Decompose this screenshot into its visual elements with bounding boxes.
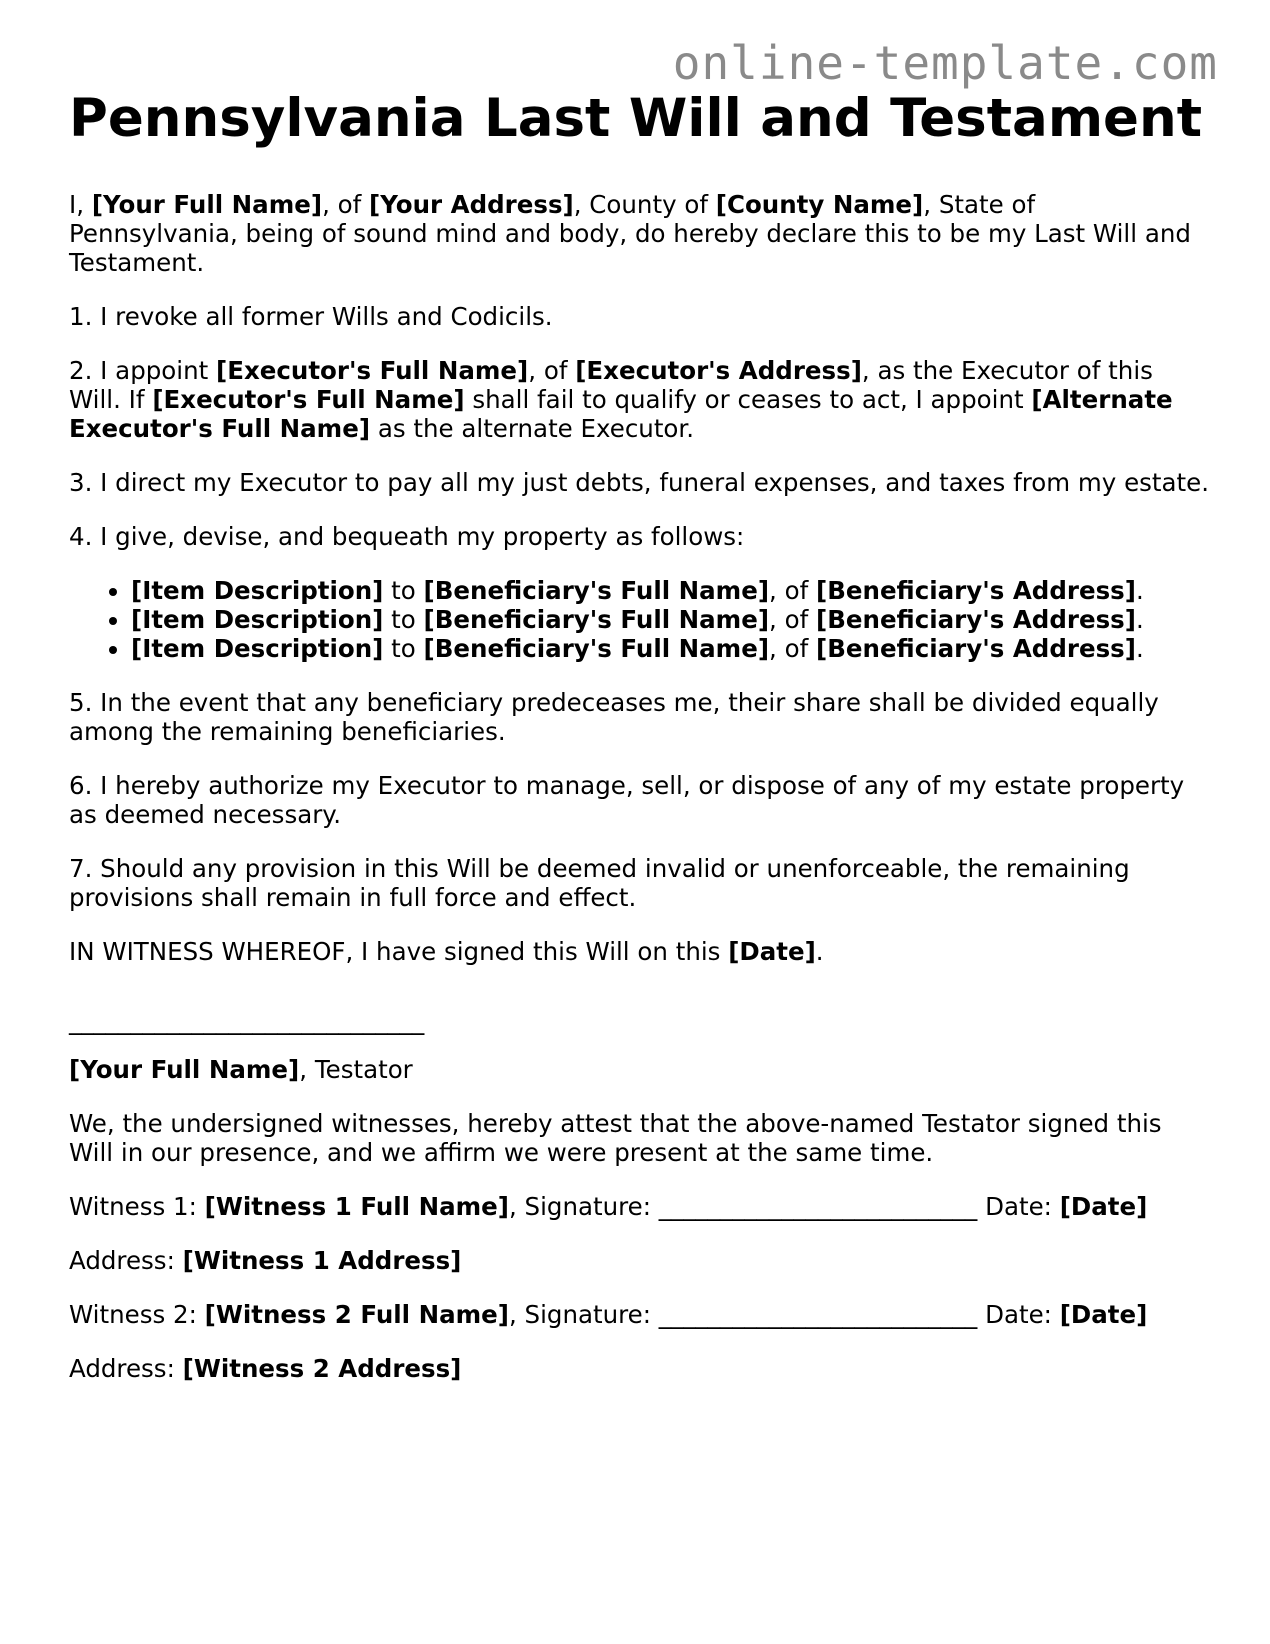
list-text: . xyxy=(1135,605,1144,634)
witness-1-address-line xyxy=(69,1246,1209,1275)
clause-text: , as the Executor of this Will. If xyxy=(69,356,1153,414)
page-title: Pennsylvania Last Will and Testament xyxy=(69,88,1203,149)
clause-3: 3. I direct my Executor to pay all my just debts, funeral expenses, and taxes from my estate. xyxy=(69,468,1209,497)
item-description-field: [Item Description] xyxy=(131,605,384,634)
list-item xyxy=(131,576,1209,605)
list-text: , of xyxy=(769,576,817,605)
intro-text: I, xyxy=(69,190,92,219)
document-page xyxy=(69,88,1209,1408)
witness-1-line xyxy=(69,1192,1209,1221)
beneficiary-address-field: [Beneficiary's Address] xyxy=(816,576,1136,605)
list-text: , of xyxy=(769,605,817,634)
witness-2-line xyxy=(69,1300,1209,1329)
beneficiary-name-field: [Beneficiary's Full Name] xyxy=(423,576,770,605)
watermark: online-template.com xyxy=(672,36,1218,90)
list-text: . xyxy=(1135,576,1144,605)
clause-4: 4. I give, devise, and bequeath my property as follows: xyxy=(69,522,745,551)
alternate-executor-field: [Alternate Executor's Full Name] xyxy=(69,385,1173,443)
witness-name-field: [Witness 2 Full Name] xyxy=(204,1300,509,1329)
list-item xyxy=(131,634,1209,663)
signature-label: , Signature: xyxy=(508,1300,659,1329)
clause-7: 7. Should any provision in this Will be deemed invalid or unenforceable, the remaining provisions shall remain in full force and effect. xyxy=(69,854,1130,912)
executor-name-field: [Executor's Full Name] xyxy=(152,385,465,414)
executor-address-field: [Executor's Address] xyxy=(575,356,862,385)
testator-role: , Testator xyxy=(299,1055,413,1084)
signature-blank: __________________________ xyxy=(658,1192,978,1221)
witness-date-field: [Date] xyxy=(1059,1192,1148,1221)
witness-whereof xyxy=(69,937,1209,966)
clause-text: shall fail to qualify or ceases to act, I appoint xyxy=(464,385,1032,414)
item-description-field: [Item Description] xyxy=(131,576,384,605)
witness-address-field: [Witness 2 Address] xyxy=(182,1354,462,1383)
attestation-paragraph: We, the undersigned witnesses, hereby attest that the above-named Testator signed this Will in our presence, and we affirm we were present at the same time. xyxy=(69,1109,1162,1167)
signature-blank: __________________________ xyxy=(658,1300,978,1329)
intro-paragraph xyxy=(69,190,1209,277)
witness-name-field: [Witness 1 Full Name] xyxy=(204,1192,509,1221)
item-description-field: [Item Description] xyxy=(131,634,384,663)
address-label: Address: xyxy=(69,1354,183,1383)
list-text: , of xyxy=(769,634,817,663)
intro-text: , County of xyxy=(573,190,716,219)
beneficiary-name-field: [Beneficiary's Full Name] xyxy=(423,605,770,634)
list-item xyxy=(131,605,1209,634)
date-label: Date: xyxy=(977,1192,1060,1221)
testator-signature-line: _____________________________ xyxy=(69,1006,425,1035)
date-label: Date: xyxy=(977,1300,1060,1329)
witness-label: Witness 1: xyxy=(69,1192,205,1221)
address-label: Address: xyxy=(69,1246,183,1275)
clause-5: 5. In the event that any beneficiary predeceases me, their share shall be divided equally among the remaining beneficiaries. xyxy=(69,688,1159,746)
clause-text: as the alternate Executor. xyxy=(370,414,695,443)
witness-label: Witness 2: xyxy=(69,1300,205,1329)
list-text: to xyxy=(383,605,424,634)
testator-caption xyxy=(69,1055,1209,1084)
intro-text: , of xyxy=(322,190,370,219)
testator-address-field: [Your Address] xyxy=(369,190,574,219)
clause-2 xyxy=(69,356,1209,443)
clause-6: 6. I hereby authorize my Executor to manage, sell, or dispose of any of my estate property as deemed necessary. xyxy=(69,771,1185,829)
intro-text: , State of Pennsylvania, being of sound mind and body, do hereby declare this to be my Last Will and Testament. xyxy=(69,190,1191,277)
beneficiary-address-field: [Beneficiary's Address] xyxy=(816,634,1136,663)
list-text: . xyxy=(1135,634,1144,663)
testator-name-field: [Your Full Name] xyxy=(69,1055,300,1084)
clause-text: , of xyxy=(528,356,576,385)
list-text: to xyxy=(383,634,424,663)
bequest-list xyxy=(69,576,1209,663)
witness-address-field: [Witness 1 Address] xyxy=(182,1246,462,1275)
clause-text: 2. I appoint xyxy=(69,356,217,385)
list-text: to xyxy=(383,576,424,605)
beneficiary-name-field: [Beneficiary's Full Name] xyxy=(423,634,770,663)
county-field: [County Name] xyxy=(715,190,924,219)
witness-date-field: [Date] xyxy=(1059,1300,1148,1329)
beneficiary-address-field: [Beneficiary's Address] xyxy=(816,605,1136,634)
whereof-text: IN WITNESS WHEREOF, I have signed this Will on this xyxy=(69,937,729,966)
signing-date-field: [Date] xyxy=(728,937,816,966)
signature-label: , Signature: xyxy=(508,1192,659,1221)
clause-1: 1. I revoke all former Wills and Codicils. xyxy=(69,302,553,331)
testator-name-field: [Your Full Name] xyxy=(91,190,323,219)
witness-2-address-line xyxy=(69,1354,1209,1383)
executor-name-field: [Executor's Full Name] xyxy=(216,356,529,385)
whereof-text: . xyxy=(815,937,824,966)
